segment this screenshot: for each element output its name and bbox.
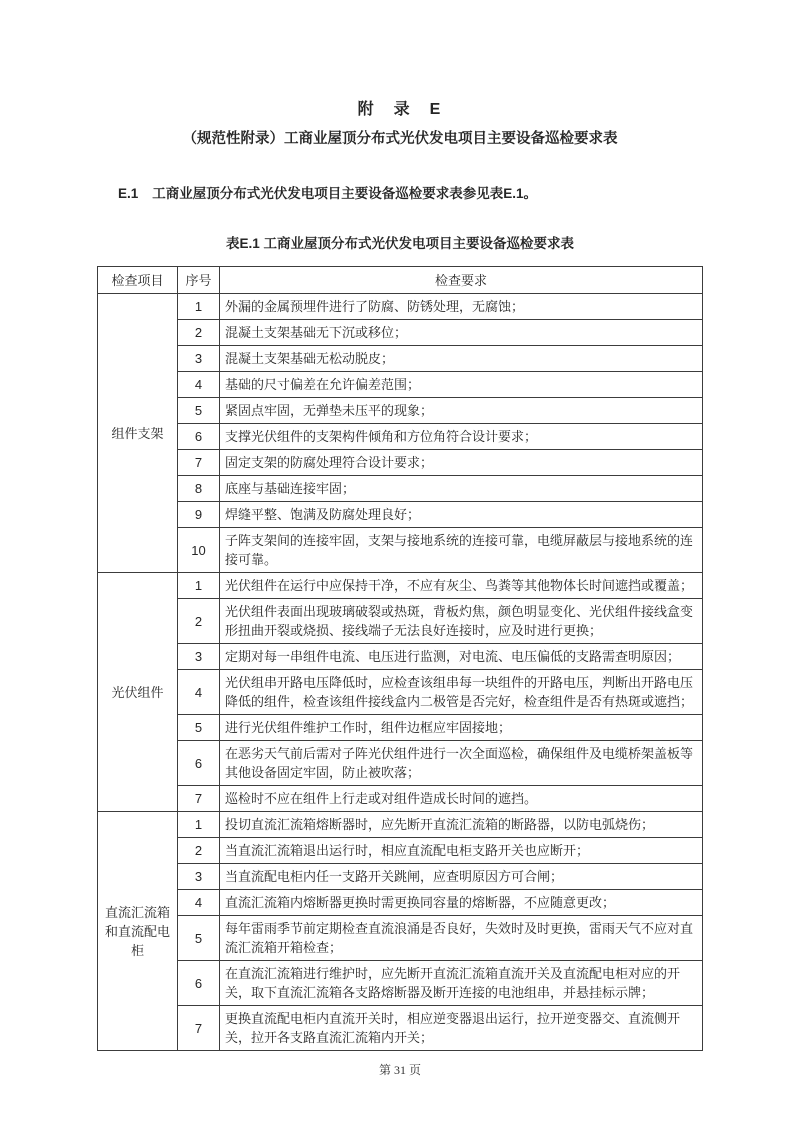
seq-cell: 8 — [178, 476, 220, 502]
clause-text: 工商业屋顶分布式光伏发电项目主要设备巡检要求表参见表E.1。 — [152, 186, 538, 201]
requirement-cell: 混凝土支架基础无松动脱皮； — [220, 346, 703, 372]
table-row — [98, 812, 703, 838]
inspection-requirements-table — [97, 266, 703, 1051]
category-cell: 光伏组件 — [98, 573, 178, 812]
seq-cell: 7 — [178, 450, 220, 476]
seq-cell: 3 — [178, 864, 220, 890]
requirement-cell: 定期对每一串组件电流、电压进行监测，对电流、电压偏低的支路需查明原因； — [220, 644, 703, 670]
category-cell: 组件支架 — [98, 294, 178, 573]
seq-cell: 6 — [178, 424, 220, 450]
seq-cell: 3 — [178, 346, 220, 372]
seq-cell: 1 — [178, 812, 220, 838]
seq-cell: 2 — [178, 838, 220, 864]
requirement-cell: 巡检时不应在组件上行走或对组件造成长时间的遮挡。 — [220, 786, 703, 812]
seq-cell: 3 — [178, 644, 220, 670]
table-header-row — [98, 267, 703, 294]
table-row — [98, 599, 703, 644]
table-row — [98, 916, 703, 961]
seq-cell: 2 — [178, 320, 220, 346]
requirement-cell: 当直流汇流箱退出运行时，相应直流配电柜支路开关也应断开； — [220, 838, 703, 864]
table-row — [98, 320, 703, 346]
table-caption: 表E.1 工商业屋顶分布式光伏发电项目主要设备巡检要求表 — [225, 236, 574, 251]
table-row — [98, 838, 703, 864]
seq-cell: 1 — [178, 294, 220, 320]
table-row — [98, 294, 703, 320]
seq-cell: 7 — [178, 1006, 220, 1051]
requirement-cell: 子阵支架间的连接牢固，支架与接地系统的连接可靠，电缆屏蔽层与接地系统的连接可靠。 — [220, 528, 703, 573]
table-row — [98, 573, 703, 599]
table-row — [98, 476, 703, 502]
requirement-cell: 光伏组件表面出现玻璃破裂或热斑，背板灼焦，颜色明显变化、光伏组件接线盒变形扭曲开裂或烧损、接线端子无法良好连接时，应及时进行更换； — [220, 599, 703, 644]
requirement-cell: 支撑光伏组件的支架构件倾角和方位角符合设计要求； — [220, 424, 703, 450]
table-row — [98, 424, 703, 450]
column-header-category: 检查项目 — [98, 267, 178, 294]
seq-cell: 10 — [178, 528, 220, 573]
table-row — [98, 502, 703, 528]
seq-cell: 2 — [178, 599, 220, 644]
requirement-cell: 固定支架的防腐处理符合设计要求； — [220, 450, 703, 476]
table-row — [98, 786, 703, 812]
table-row — [98, 450, 703, 476]
seq-cell: 5 — [178, 715, 220, 741]
table-row — [98, 528, 703, 573]
requirement-cell: 焊缝平整、饱满及防腐处理良好； — [220, 502, 703, 528]
table-row — [98, 346, 703, 372]
requirement-cell: 当直流配电柜内任一支路开关跳闸，应查明原因方可合闸； — [220, 864, 703, 890]
seq-cell: 5 — [178, 398, 220, 424]
table-row — [98, 890, 703, 916]
column-header-req: 检查要求 — [220, 267, 703, 294]
requirement-cell: 紧固点牢固，无弹垫未压平的现象； — [220, 398, 703, 424]
clause-number: E.1 — [118, 186, 139, 201]
table-row — [98, 961, 703, 1006]
seq-cell: 6 — [178, 961, 220, 1006]
seq-cell: 4 — [178, 372, 220, 398]
requirement-cell: 在直流汇流箱进行维护时，应先断开直流汇流箱直流开关及直流配电柜对应的开关，取下直流汇流箱各支路熔断器及断开连接的电池组串，并悬挂标示牌； — [220, 961, 703, 1006]
requirement-cell: 混凝土支架基础无下沉或移位； — [220, 320, 703, 346]
seq-cell: 6 — [178, 741, 220, 786]
table-row — [98, 372, 703, 398]
requirement-cell: 进行光伏组件维护工作时，组件边框应牢固接地； — [220, 715, 703, 741]
table-row — [98, 715, 703, 741]
requirement-cell: 投切直流汇流箱熔断器时，应先断开直流汇流箱的断路器，以防电弧烧伤； — [220, 812, 703, 838]
table-row — [98, 644, 703, 670]
requirement-cell: 每年雷雨季节前定期检查直流浪涌是否良好，失效时及时更换，雷雨天气不应对直流汇流箱开箱检查； — [220, 916, 703, 961]
seq-cell: 4 — [178, 670, 220, 715]
seq-cell: 1 — [178, 573, 220, 599]
intro-paragraph — [118, 182, 704, 202]
seq-cell: 9 — [178, 502, 220, 528]
seq-cell: 7 — [178, 786, 220, 812]
table-row — [98, 1006, 703, 1051]
requirement-cell: 基础的尺寸偏差在允许偏差范围； — [220, 372, 703, 398]
requirement-cell: 外漏的金属预埋件进行了防腐、防锈处理，无腐蚀； — [220, 294, 703, 320]
requirement-cell: 更换直流配电柜内直流开关时，相应逆变器退出运行，拉开逆变器交、直流侧开关，拉开各支路直流汇流箱内开关； — [220, 1006, 703, 1051]
column-header-seq: 序号 — [178, 267, 220, 294]
requirement-cell: 在恶劣天气前后需对子阵光伏组件进行一次全面巡检，确保组件及电缆桥架盖板等其他设备固定牢固，防止被吹落； — [220, 741, 703, 786]
category-cell: 直流汇流箱和直流配电柜 — [98, 812, 178, 1051]
requirement-cell: 底座与基础连接牢固； — [220, 476, 703, 502]
table-row — [98, 670, 703, 715]
table-row — [98, 741, 703, 786]
seq-cell: 4 — [178, 890, 220, 916]
page-number: 第 31 页 — [378, 1063, 421, 1077]
appendix-subtitle: （规范性附录）工商业屋顶分布式光伏发电项目主要设备巡检要求表 — [182, 131, 618, 147]
appendix-title: 附 录 E — [357, 101, 443, 118]
table-row — [98, 864, 703, 890]
seq-cell: 5 — [178, 916, 220, 961]
requirement-cell: 直流汇流箱内熔断器更换时需更换同容量的熔断器，不应随意更改； — [220, 890, 703, 916]
requirement-cell: 光伏组串开路电压降低时，应检查该组串每一块组件的开路电压，判断出开路电压降低的组件，检查该组件接线盒内二极管是否完好，检查组件是否有热斑或遮挡； — [220, 670, 703, 715]
table-row — [98, 398, 703, 424]
requirement-cell: 光伏组件在运行中应保持干净，不应有灰尘、鸟粪等其他物体长时间遮挡或覆盖； — [220, 573, 703, 599]
